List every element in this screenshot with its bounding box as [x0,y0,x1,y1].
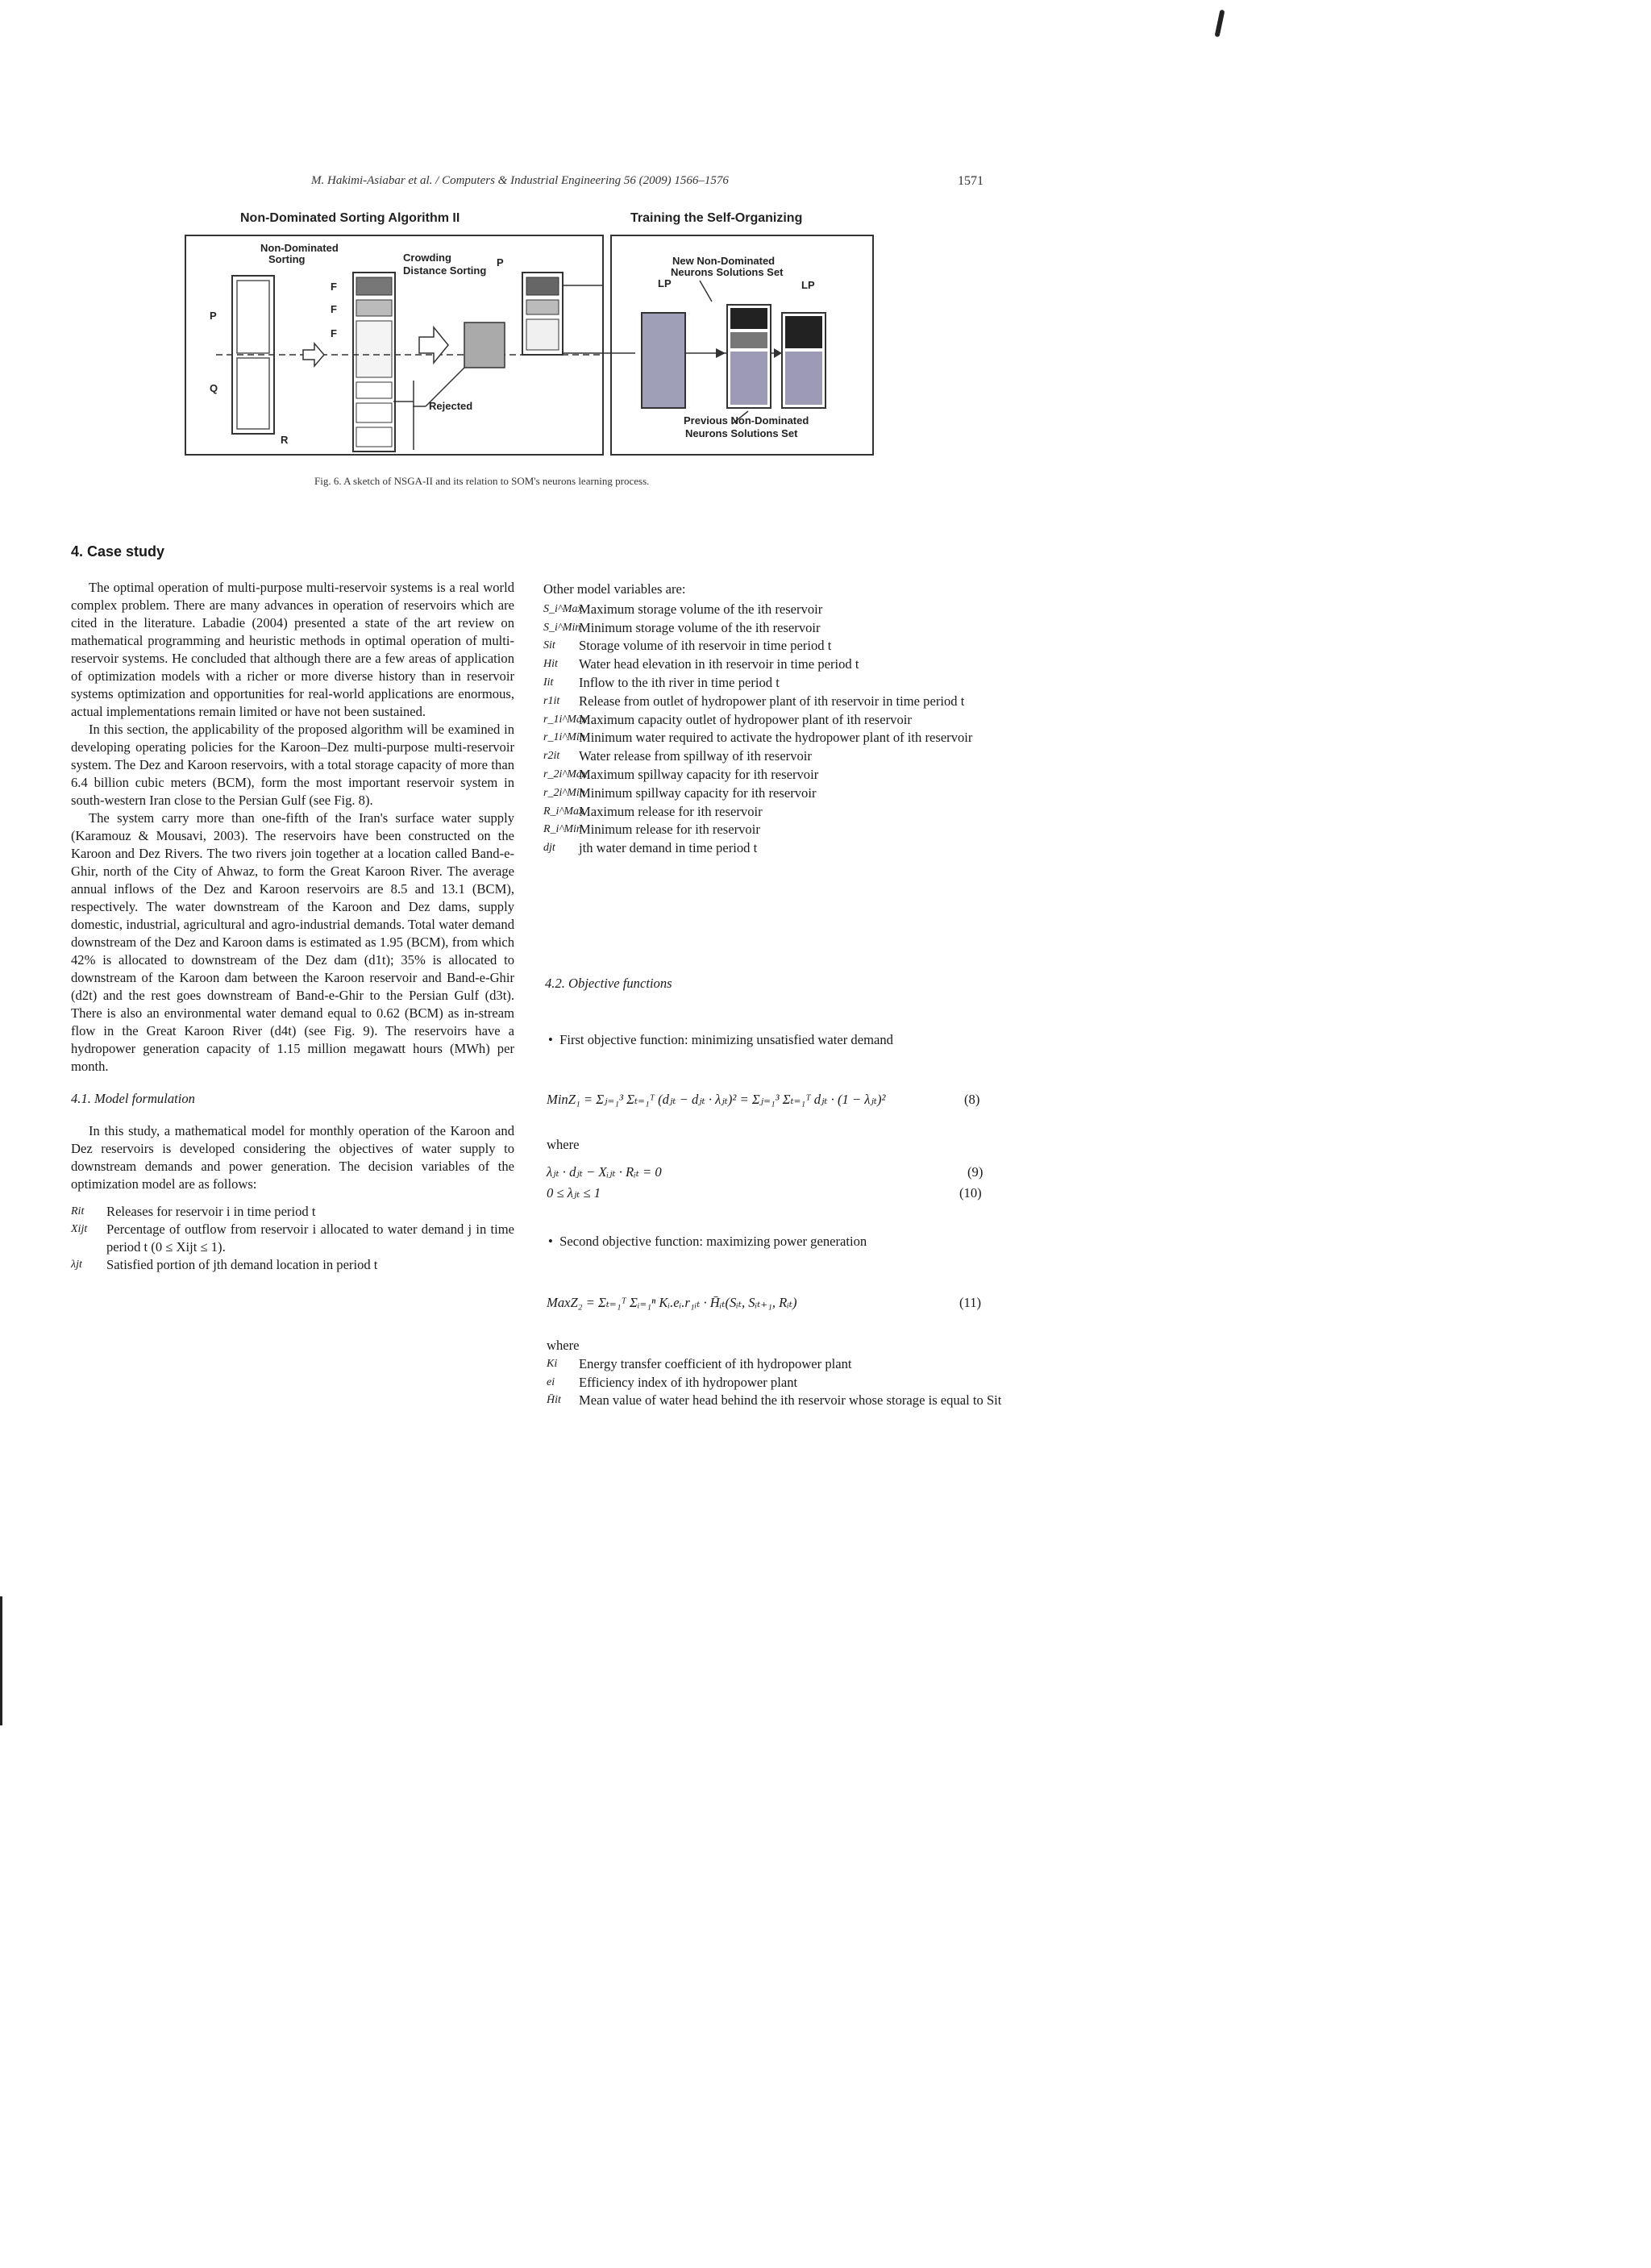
variable-description: Water head elevation in ith reservoir in time period t [579,656,859,672]
variable-description: Water release from spillway of ith reservoir [579,748,812,764]
nsga-som-diagram [184,232,877,460]
where-label: where [547,1137,580,1152]
list-item [543,619,1027,638]
variable-description: jth water demand in time period t [579,840,758,856]
list-item [543,766,1027,784]
rejected-label: Rejected [429,400,473,412]
variable-symbol: djt [543,842,555,855]
list-item [543,693,1027,711]
variable-symbol: Sit [543,639,555,652]
figure-right-title: Training the Self-Organizing [630,211,803,225]
variable-symbol: r_1i^Max [543,713,588,726]
variable-symbol: r_2i^Max [543,768,588,780]
scan-mark [1215,10,1225,38]
equation-8: MinZ₁ = Σⱼ₌₁³ Σₜ₌₁ᵀ (dⱼₜ − dⱼₜ · λⱼₜ)² = Σⱼ₌₁³ Σₜ₌₁ᵀ dⱼₜ · (1 − λⱼₜ)² [547,1092,886,1107]
equation-11: MaxZ₂ = Σₜ₌₁ᵀ Σᵢ₌₁ⁿ Kᵢ.eᵢ.r₁ᵢₜ · H̄ᵢₜ(Sᵢₜ, Sᵢₜ₊₁, Rᵢₜ) [547,1295,797,1310]
pt1-label: P [497,256,504,268]
variable-symbol: H̄it [547,1394,561,1407]
bullet-objective-1 [548,1032,893,1048]
variable-symbol: Rit [71,1205,85,1217]
bullet-dot: • [548,1032,560,1047]
new-neurons-label-2: Neurons Solutions Set [671,266,784,278]
subsection-heading-objectives: 4.2. Objective functions [545,976,672,991]
list-item [543,729,1027,747]
lpt-label: LP [658,277,672,289]
f3-label: F [331,327,337,339]
list-item [543,803,1027,822]
list-item [543,821,1027,839]
list-item [547,1374,1030,1392]
paragraph: In this section, the applicability of the proposed algorithm will be examined in developing operating policies for the Karoon–Dez multi-purpose multi-reservoir system. The Dez and Karoon reservoirs, with a total storage capacity of more than 6.4 billion cubic meters (BCM), form the most important reservoir system in south-western Iran close to the Persian Gulf (see Fig. 8). [71,722,514,808]
variable-description: Maximum capacity outlet of hydropower plant of ith reservoir [579,711,912,727]
bullet-text: First objective function: minimizing unsatisfied water demand [559,1032,893,1047]
paragraph: In this study, a mathematical model for monthly operation of the Karoon and Dez reservoirs is developed considering the objectives of water supply to downstream demands and power generation. The decision variables of the optimization model are as follows: [71,1123,514,1192]
list-item [547,1392,1030,1410]
bullet-text: Second objective function: maximizing power generation [559,1234,867,1249]
qt-label: Q [210,382,218,394]
variable-symbol: λjt [71,1259,82,1271]
section-heading-case-study: 4. Case study [71,543,165,560]
list-item [543,674,1027,693]
list-item [547,1355,1030,1374]
variable-symbol: R_i^Min [543,823,582,836]
list-item [543,747,1027,766]
list-item [543,655,1027,674]
variable-description: Maximum release for ith reservoir [579,803,763,819]
som-map-1 [642,313,685,408]
variable-description: Percentage of outflow from reservoir i allocated to water demand j in time period t (0 ≤ Xijt ≤ 1). [106,1221,514,1255]
list-item [71,1256,514,1274]
previous-neurons-label-1: Previous Non-Dominated [684,414,809,427]
list-item [543,601,1027,619]
paragraph: The optimal operation of multi-purpose multi-reservoir systems is a real world complex problem. There are many advances in operation of reservoirs which are cited in the literature. Labadie (2004) presented a state of the art review on mathematical programming and heuristic methods in optimal operation of multi-reservoir systems. He concluded that although there are a few areas of application of optimization models with a richer or more diverse history than in reservoir systems optimization and opportunities for real-world applications are enormous, actual implementations remain limited or have not been sustained. [71,580,514,719]
variable-description: Minimum release for ith reservoir [579,822,760,838]
nd-sorting-label-1: Non-Dominated [260,242,339,254]
variable-symbol: Iit [543,676,554,689]
equation-9: λⱼₜ · dⱼₜ − Xᵢⱼₜ · Rᵢₜ = 0 [547,1164,662,1180]
pt-label: P [210,310,217,322]
list-item [71,1203,514,1221]
variable-description: Storage volume of ith reservoir in time period t [579,638,832,654]
variable-description: Efficiency index of ith hydropower plant [579,1374,798,1390]
equation-10: 0 ≤ λⱼₜ ≤ 1 [547,1185,601,1201]
new-neurons-label-1: New Non-Dominated [672,255,776,267]
variable-description: Inflow to the ith river in time period t [579,674,780,690]
variable-description: Energy transfer coefficient of ith hydropower plant [579,1355,852,1371]
variable-description: Mean value of water head behind the ith reservoir whose storage is equal to Sit [579,1392,1002,1409]
variable-symbol: r1it [543,694,560,707]
lpt1-label: LP [801,279,815,291]
variable-description: Maximum storage volume of the ith reservoir [579,601,823,617]
variable-symbol: S_i^Max [543,602,583,615]
variable-symbol: R_i^Max [543,805,584,818]
variable-symbol: Hit [543,658,558,671]
crowding-label-1: Crowding [403,252,451,264]
page-number: 1571 [958,174,984,188]
where-label: where [547,1338,580,1353]
variable-symbol: ei [547,1375,555,1388]
list-item [71,1221,514,1256]
running-head: M. Hakimi-Asiabar et al. / Computers & Industrial Engineering 56 (2009) 1566–1576 [311,174,729,187]
other-vars-intro: Other model variables are: [543,581,686,597]
previous-neurons-label-2: Neurons Solutions Set [685,427,798,439]
list-item [543,784,1027,803]
list-item [543,637,1027,655]
decision-variable-list [71,1203,514,1274]
variable-description: Satisfied portion of jth demand location in period t [106,1257,378,1272]
variable-symbol: r2it [543,750,560,763]
variable-description: Minimum storage volume of the ith reservoir [579,619,821,635]
crowding-label-2: Distance Sorting [403,264,487,277]
variable-description: Releases for reservoir i in time period t [106,1204,316,1219]
other-variables [543,581,1027,858]
variable-symbol: Ki [547,1357,558,1370]
equation-number: (8) [964,1092,980,1107]
f2-label: F [331,303,337,315]
f1-label: F [331,281,337,293]
objective-definitions [547,1337,1030,1410]
rt-label: R [281,434,289,446]
variable-description: Maximum spillway capacity for ith reservoir [579,766,819,782]
paragraph: The system carry more than one-fifth of the Iran's surface water supply (Karamouz & Mousavi, 2003). The reservoirs have been constructed on the Karoon and Dez Rivers. The two rivers join together at a location called Band-e-Ghir, north of the City of Ahwaz, to form the Great Karoon River. The average annual inflows of the Dez and Karoon reservoirs are 8.5 and 13.1 (BCM), respectively. The water downstream of the Karoon and Dez dams, supply domestic, industrial, agricultural and agro-industrial demands. Total water demand downstream of the Dez and Karoon dams is estimated as 1.95 (BCM), from which 42% is allocated to downstream of the Dez dam (d1t); 35% is allocated to downstream of the Karoon dam between the Karoon reservoir and Band-e-Ghir (d2t) and the rest goes downstream of Band-e-Ghir to the Persian Gulf (d3t). There is also an environmental water demand equal to 0.62 (BCM) as in-stream flow in the Great Karoon River (d4t) (see Fig. 9). The reservoirs have a hydropower generation capacity of 1.15 million megawatt hours (MWh) per month. [71,810,514,1074]
list-item [543,839,1027,858]
figure-caption: Fig. 6. A sketch of NSGA-II and its relation to SOM's neurons learning process. [314,475,650,487]
subsection-heading: 4.1. Model formulation [71,1091,195,1106]
crowding-square [464,323,505,368]
variable-description: Minimum water required to activate the hydropower plant of ith reservoir [579,730,973,746]
variable-symbol: S_i^Min [543,621,581,634]
equation-number: (10) [959,1185,982,1201]
variable-symbol: r_2i^Min [543,786,585,799]
scan-edge-mark [0,1596,2,1725]
nd-sorting-label-2: Sorting [268,253,306,265]
equation-number: (11) [959,1295,982,1310]
list-item [543,711,1027,730]
variable-description: Minimum spillway capacity for ith reservoir [579,784,817,801]
variable-symbol: Xijt [71,1223,88,1235]
bullet-dot: • [548,1234,560,1249]
bullet-objective-2 [548,1234,867,1250]
equation-number: (9) [967,1164,984,1180]
left-column [71,579,514,1274]
figure-left-title: Non-Dominated Sorting Algorithm II [240,211,460,225]
variable-symbol: r_1i^Min [543,731,585,744]
variable-description: Release from outlet of hydropower plant of ith reservoir in time period t [579,693,965,709]
